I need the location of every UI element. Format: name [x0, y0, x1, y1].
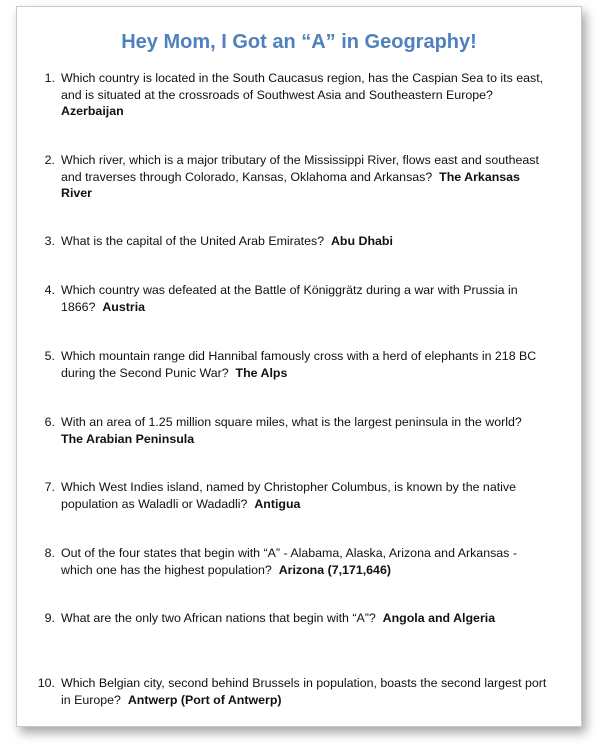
question-answer: Antigua [254, 496, 301, 511]
question-number: 8. [44, 546, 55, 560]
question-number: 9. [44, 611, 55, 625]
page-title: Hey Mom, I Got an “A” in Geography! [121, 31, 477, 53]
question-item [37, 675, 547, 708]
question-number: 10. [37, 676, 55, 690]
question-answer: Arizona (7,171,646) [278, 562, 391, 577]
question-item [44, 479, 547, 512]
question-number: 6. [44, 415, 55, 429]
question-text: Which country was defeated at the Battle of Königgrätz during a war with Prussia in 1866? [61, 283, 518, 314]
question-text: Which mountain range did Hannibal famously cross with a herd of elephants in 218 BC during the Second Punic War? [61, 349, 537, 380]
question-list [17, 7, 581, 726]
question-item [44, 414, 547, 447]
question-number: 7. [44, 480, 55, 494]
question-answer: Austria [102, 299, 146, 314]
question-text: What is the capital of the United Arab Emirates? [61, 234, 325, 248]
question-text: Which West Indies island, named by Christopher Columbus, is known by the native population as Waladli or Wadadli? [61, 480, 516, 511]
question-number: 3. [44, 234, 55, 248]
question-answer: Abu Dhabi [330, 234, 393, 248]
question-text: Which Belgian city, second behind Brussels in population, boasts the second largest port in Europe? [61, 676, 547, 707]
question-item [44, 152, 547, 202]
quiz-page [16, 6, 582, 727]
question-number: 2. [44, 153, 55, 167]
question-item [44, 70, 547, 120]
question-item [44, 545, 547, 578]
question-number: 1. [44, 71, 55, 85]
question-answer: The Arkansas River [61, 169, 520, 200]
question-answer: Antwerp (Port of Antwerp) [127, 692, 282, 707]
question-number: 5. [44, 349, 55, 363]
question-text: Which country is located in the South Caucasus region, has the Caspian Sea to its east, and is situated at the crossroads of Southwest Asia and Southeastern Europe? [61, 71, 544, 102]
question-number: 4. [44, 283, 55, 297]
question-answer: The Alps [235, 365, 288, 380]
question-item [44, 282, 547, 315]
question-item [44, 348, 547, 381]
question-item [44, 233, 547, 250]
question-text: Which river, which is a major tributary of the Mississippi River, flows east and southeast and traverses through Colorado, Kansas, Oklahoma and Arkansas? [61, 153, 539, 184]
question-answer: Angola and Algeria [382, 611, 496, 625]
question-text: Out of the four states that begin with “A” - Alabama, Alaska, Arizona and Arkansas - which one has the highest population? [61, 546, 517, 577]
question-text: What are the only two African nations that begin with “A”? [61, 611, 376, 625]
question-text: With an area of 1.25 million square miles, what is the largest peninsula in the world? [61, 415, 522, 429]
question-answer: Azerbaijan [61, 104, 124, 118]
question-answer: The Arabian Peninsula [61, 431, 195, 446]
question-item [44, 610, 547, 627]
